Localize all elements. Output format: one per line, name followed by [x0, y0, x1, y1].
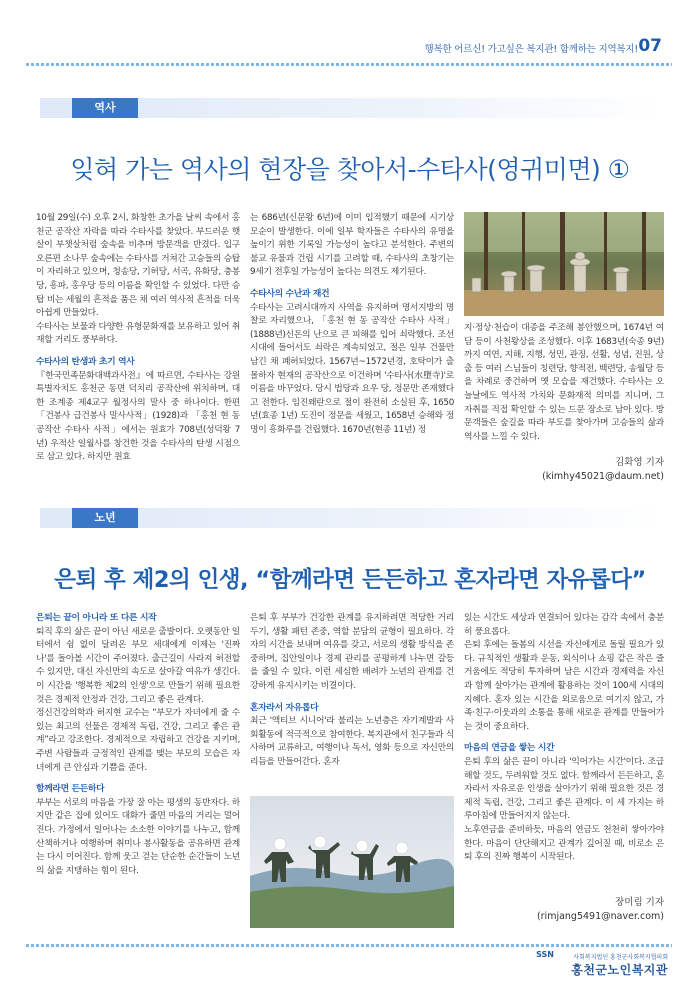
paragraph: 는 686년(신문왕 6년)에 이미 입적했기 때문에 시기상 모순이 발생한다. 이에 일부 학자들은 수타사의 유명을 높이기 위한 기록일 가능성이 높다고 분석한다. 주변의 불교 유물과 건립 시기를 고려할 때, 수타사의 초창기는 9세기 전후일 가능성이 높다는 의견도 제기된다. — [250, 213, 454, 278]
retirement-reporter: 장미림 기자 — [615, 897, 664, 908]
retirement-column-2 — [250, 612, 454, 770]
paragraph: 있는 시간도 세상과 연결되어 있다는 감각 속에서 충분히 풍요롭다. — [464, 613, 664, 637]
paragraph: 퇴직 후의 삶은 끝이 아닌 새로운 출발이다. 오랫동안 일터에서 쉼 없이 달려온 부모 세대에게 이제는 '진짜 나'를 돌아볼 시간이 주어졌다. 출근길이 사라져 허전할 수 있지만, 대신 자신만의 속도로 살아갈 여유가 생긴다. 이 시간을 '행복한 제2의 인생'으로 만들기 위해 필요한 것은 경제적 안정과 건강, 그리고 좋은 관계다. — [36, 626, 240, 705]
subheading: 마음의 연금을 쌓는 시간 — [464, 743, 555, 754]
retirement-column-3 — [464, 612, 664, 865]
retirement-column-1 — [36, 612, 240, 878]
paragraph: 은퇴 후의 삶은 끝이 아니라 '익어가는 시간'이다. 조급해할 것도, 두려워할 것도 없다. 함께라서 든든하고, 혼자라서 자유로운 인생을 살아가기 위해 필요한 것은 경제적 독립, 건강, 그리고 좋은 관계다. 이 세 가지는 하루아침에 만들어지지 않는다. — [464, 756, 664, 822]
stupa-forest-image — [464, 212, 664, 316]
history-title: 잊혀 가는 역사의 현장을 찾아서-수타사(영귀미면) ① — [70, 155, 630, 184]
page-header — [0, 36, 700, 58]
header-divider — [26, 63, 672, 66]
retirement-title: 은퇴 후 제2의 인생, “함께라면 든든하고 혼자라면 자유롭다” — [54, 567, 646, 593]
subheading: 혼자라서 자유롭다 — [250, 702, 319, 713]
paragraph: 수타사는 고려시대까지 사역을 유지하며 명서지방의 명찰로 자리했으나, 「홍천 현 동 공작산 수타사 사적」(1888년)신돈의 난으로 큰 피해를 입어 쇠락했다. 조선시대에 들어서도 쇠락은 계속되었고, 절은 일부 건물만 남긴 채 폐허되었다. 1567년~1572년경, 호탁이가 출몰하자 현재의 공작산으로 이건하며 '수타사(水墮寺)'로 이름을 바꾸었다. 당시 법당과 요우 당, 정문만 존재했다고 전한다. 임진왜란으로 절이 완전히 소실된 후, 1650년(효종 1년) 도진이 정문을 세웠고, 1658년 승해와 정명이 흥화루를 건립했다. 1670년(현종 11년) 정 — [250, 302, 454, 435]
paragraph: 은퇴 후 부부가 건강한 관계를 유지하려면 적당한 거리 두기, 생활 패턴 존중, 역할 분담의 균형이 필요하다. 각자의 시간을 보내며 여유를 갖고, 서로의 생활 방식을 존중하며, 집안일이나 경제 관리를 공평하게 나누면 갈등을 줄일 수 있다. 이런 세심한 배려가 노년의 관계를 건강하게 유지시키는 비결이다. — [250, 613, 454, 691]
retirement-section-tag: 노년 — [72, 508, 138, 528]
retirement-section-bar — [40, 508, 660, 528]
subheading: 수타사의 탄생과 초기 역사 — [36, 356, 135, 367]
stupa-photo — [464, 212, 664, 316]
paragraph: 수타사는 보물과 다양한 유형문화재를 보유하고 있어 취재할 거리도 풍부하다. — [36, 321, 240, 346]
footer-divider — [26, 944, 672, 947]
seniors-exercising-image — [250, 796, 454, 928]
history-byline — [464, 456, 664, 484]
history-section-tag: 역사 — [72, 98, 138, 118]
subheading: 은퇴는 끝이 아니라 또 다른 시작 — [36, 613, 157, 623]
page-number: 07 — [638, 36, 662, 56]
paragraph: 10월 29일(수) 오후 2시, 화창한 초가을 날씨 속에서 홍천군 공작산 자락을 따라 수타사를 찾았다. 부드러운 햇살이 부챗살처럼 숲속을 비추며 방문객을 반겼다. 입구 오른편 소나무 숲속에는 수타사를 거쳐간 고승들의 승탑이 자리하고 있으며, 청송당, 기허당, 서곡, 유화당, 충봉당, 흥파, 홍우당 등의 이름을 확인할 수 있었다. 다만 승탑 비는 세월의 흔적을 품은 채 여러 역사적 흔적을 더욱 아쉽게 만들었다. — [36, 213, 240, 319]
history-column-1 — [36, 212, 240, 465]
footer-org-name: 홍천군노인복지관 — [571, 963, 668, 977]
footer-org-parent: 사회복지법인 홍천군사회복지협의회 — [573, 954, 668, 961]
footer — [571, 952, 668, 978]
ssn-logo: SSN — [536, 950, 554, 959]
seniors-photo — [250, 796, 454, 928]
retirement-email: (rimjang5491@naver.com) — [536, 911, 664, 922]
paragraph: 은퇴 후에는 돌봄의 시선을 자신에게로 돌릴 필요가 있다. 규칙적인 생활과 운동, 외식이나 쇼핑 같은 작은 즐거움에도 적당히 투자하며 남은 시간과 경제력을 자신과 함께 살아가는 관계에 활용하는 것이 100세 시대의 지혜다. 혼자 있는 시간을 외로움으로 여기지 않고, 가족·친구·이웃과의 소통을 통해 새로운 관계를 만들어가는 것이 중요하다. — [464, 640, 664, 732]
subheading: 수타사의 수난과 재건 — [250, 288, 330, 299]
paragraph: 최근 '액티브 시니어'라 불리는 노년층은 자기계발과 사회활동에 적극적으로 참여한다. 복지관에서 친구들과 식사하며 교류하고, 여행이나 독서, 영화 등으로 자신만의 리듬을 만들어간다. 혼자 — [250, 716, 454, 767]
paragraph: 노후연금을 준비하듯, 마음의 연금도 천천히 쌓아가야 한다. 마음이 단단해지고 관계가 깊어질 때, 비로소 은퇴 후의 진짜 행복이 시작된다. — [464, 824, 664, 863]
paragraph: 부부는 서로의 마음을 가장 잘 아는 평생의 동반자다. 하지만 같은 집에 있어도 대화가 줄면 마음의 거리는 멀어진다. 가정에서 일어나는 소소한 이야기를 나누고, 함께 산책하거나 여행하며 취미나 봉사활동을 공유하면 관계는 다시 이어진다. 함께 웃고 걷는 단순한 순간들이 노년의 삶을 지탱하는 힘이 된다. — [36, 797, 240, 876]
header-slogan: 행복한 어르신! 가고싶은 복지관! 함께하는 지역복지! — [424, 44, 638, 55]
history-email: (kimhy45021@daum.net) — [542, 471, 664, 482]
paragraph: 『한국민족문화대백과사전』에 따르면, 수타사는 강원특별자치도 홍천군 동면 덕치리 공작산에 위치하며, 대한 조계종 제4교구 월정사의 말사 중 하나이다. 한편 「건봉사 급건봉사 말사사적」(1928)과 「홍천 현 동 공작산 수타사 사적」에서는 원효가 708년(성덕왕 7년) 우적산 일월사를 창건한 것을 수타사의 탄생 시점으로 삼고 있다. 하지만 원효 — [36, 370, 240, 463]
paragraph: 지·정상·천습이 대종을 주조해 봉안했으며, 1674년 여담 등이 사천왕상을 조성했다. 이후 1683년(숙종 9년)까지 여연, 지해, 지행, 성민, 관징, 선활, 성념, 진원, 상출 등 여러 스님들이 칭련당, 향적전, 백련당, 송월당 등을 차례로 중건하며 옛 모습을 재건했다. 수타사는 오늘날에도 역사적 가치와 문화재적 의미를 지니며, 그 자취를 직접 확인할 수 있는 드문 장소로 남아 있다. 방문객들은 숲길을 따라 부도를 찾아가며 고승들의 삶과 역사를 느낄 수 있다. — [464, 323, 664, 442]
history-section-bar — [40, 98, 660, 118]
subheading: 함께라면 든든하다 — [36, 784, 105, 795]
history-column-2 — [250, 212, 454, 438]
history-column-3 — [464, 322, 664, 444]
paragraph: 정신건강의학과 허지현 교수는 “부모가 자녀에게 줄 수 있는 최고의 선물은 경제적 독립, 건강, 그리고 좋은 관계”라고 강조한다. 경제적으로 자립하고 건강을 지키며, 주변 사람들과 긍정적인 관계를 맺는 부모의 모습은 자녀에게 큰 안심과 기쁨을 준다. — [36, 708, 240, 773]
retirement-byline — [464, 896, 664, 924]
history-reporter: 김화영 기자 — [615, 457, 664, 468]
